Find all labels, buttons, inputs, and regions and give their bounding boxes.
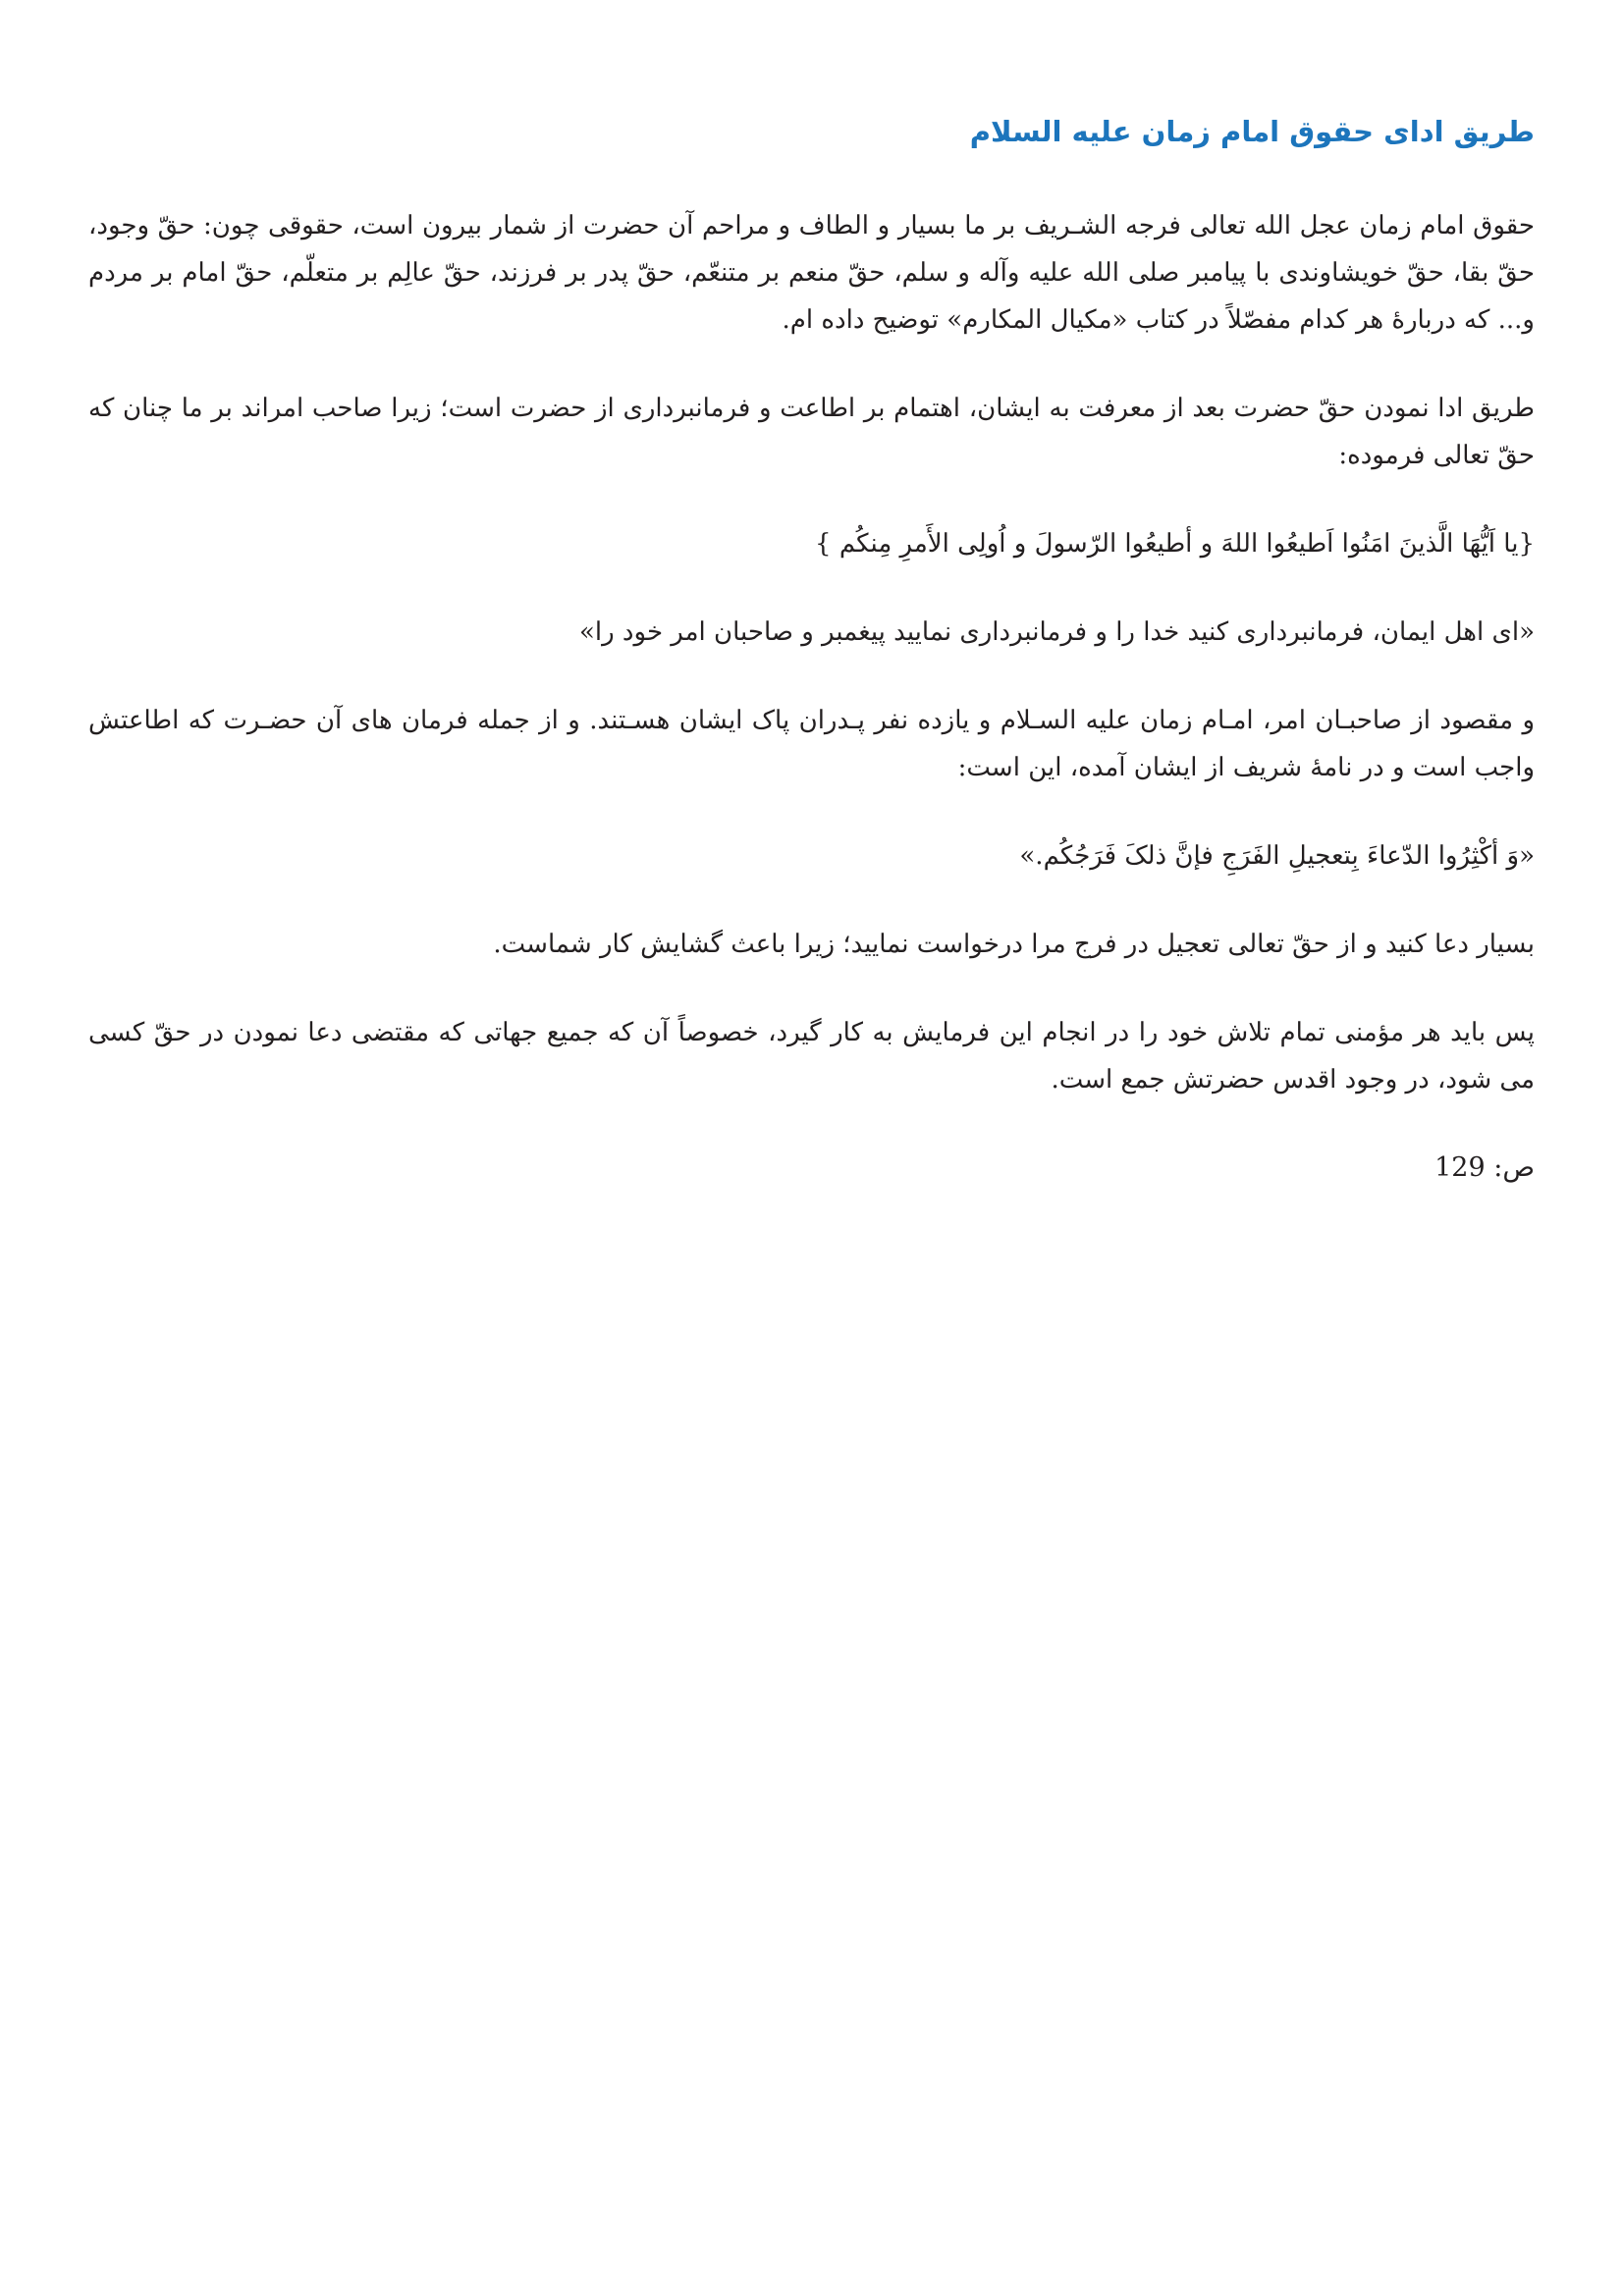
hadith-quote: «وَ أكْثِرُوا الدّعاءَ بِتعجيلِ الفَرَجِ فإنَّ ذلکَ فَرَجُكُم.» — [1019, 841, 1535, 871]
paragraph-conclusion: پس باید هر مؤمنی تمام تلاش خود را در انجام این فرمایش به کار گیرد، خصوصاً آن که جمیع جهاتی که مقتضی دعا نمودن در حقّ کسی می شود، در وجود اقدس حضرتش جمع است. — [88, 1018, 1535, 1095]
hadith-translation: بسیار دعا کنید و از حقّ تعالی تعجیل در فرج مرا درخواست نمایید؛ زیرا باعث گشایش کار شماست. — [493, 930, 1535, 959]
verse-translation: «ای اهل ایمان، فرمانبرداری کنید خدا را و فرمانبرداری نمایید پیغمبر و صاحبان امر خود را» — [578, 617, 1535, 647]
paragraph-rights-of-imam: حقوق امام زمان عجل الله تعالی فرجه الشـریف بر ما بسیار و الطاف و مراحم آن حضرت از شمار بیرون است، حقوقی چون: حقّ وجود، حقّ بقا، حقّ خویشاوندی با پیامبر صلی الله علیه وآله و سلم، حقّ منعم بر متنعّم، حقّ پدر بر فرزند، حقّ عالِم بر متعلّم، حقّ امام بر مردم و... که دربارهٔ هر کدام مفصّلاً در کتاب «مکیال المکارم» توضیح داده ام. — [88, 211, 1535, 335]
paragraph-holders-of-authority: و مقصود از صاحبـان امر، امـام زمان علیه السـلام و یازده نفر پـدران پاک ایشان هسـتند. و از جمله فرمان های آن حضـرت که اطاعتش واجب است و در نامهٔ شریف از ایشان آمده، این است: — [88, 706, 1535, 782]
page-number: ص: 129 — [1434, 1152, 1535, 1183]
quran-verse: {يا اَيُّهَا الَّذينَ امَنُوا اَطيعُوا اللهَ و أطيعُوا الرّسولَ و اُولِی الأَمرِ مِنكُم } — [815, 529, 1535, 559]
page-title: طریق ادای حقوق امام زمان علیه السلام — [969, 115, 1535, 148]
paragraph-obedience: طریق ادا نمودن حقّ حضرت بعد از معرفت به ایشان، اهتمام بر اطاعت و فرمانبرداری از حضرت است؛ زیرا صاحب امراند بر ما چنان که حقّ تعالی فرموده: — [88, 394, 1535, 470]
